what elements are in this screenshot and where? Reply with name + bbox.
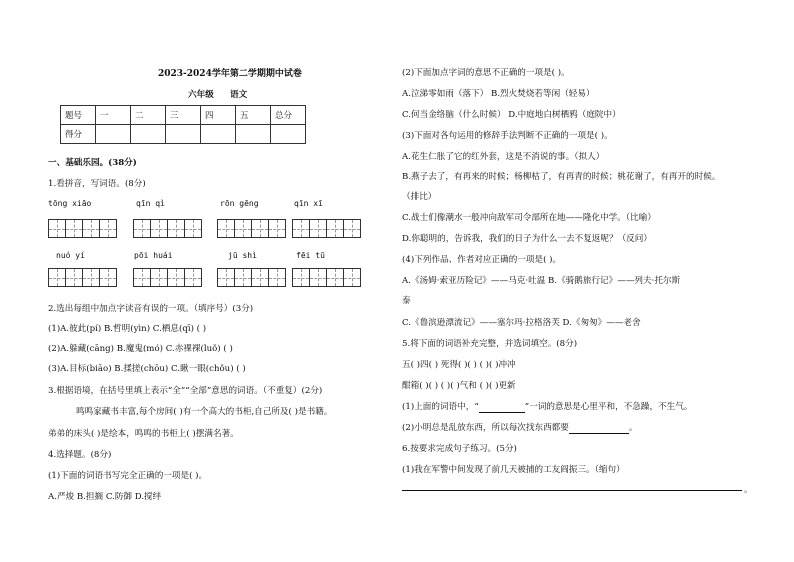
question-4-4-option: A.《汤姆·索亚历险记》——马克·吐温 B.《骑鹅旅行记》——列夫·托尔斯 <box>402 276 681 286</box>
exam-title: 2023-2024学年第二学期期中试卷 <box>158 69 302 79</box>
question-5-2 <box>402 421 637 434</box>
question-3: 3.根据语境，在括号里填上表示“全”“全部”意思的词语。（不重复）(2分) <box>48 386 323 396</box>
question-6-1: (1)我在军警中间发现了前几天被捕的工友阎振三。（缩句） <box>402 465 625 475</box>
question-4: 4.选择题。(8分) <box>48 450 112 460</box>
pinyin-label: pōi huái <box>134 251 173 260</box>
pinyin-label: qīn xī <box>294 199 323 208</box>
pinyin-label: nuó yí <box>56 251 85 260</box>
question-2-row: (2)A.躲藏(cāng) B.魔鬼(mó) C.赤裸裸(luǒ) ( ) <box>48 344 233 354</box>
subject-label: 语文 <box>230 90 248 100</box>
question-2-row: (3)A.目标(biāo) B.揉搓(chōu) C.瞅一眼(chǒu) ( ) <box>48 364 246 374</box>
answer-line-period: 。 <box>744 485 753 495</box>
question-4-4-option: 泰 <box>402 296 411 306</box>
writing-grid[interactable] <box>292 219 360 238</box>
writing-grid[interactable] <box>48 219 116 238</box>
writing-grid[interactable] <box>292 268 360 287</box>
question-5-1-prefix: (1)上面的词语中，“ <box>402 402 479 412</box>
question-1: 1.看拼音，写词语。(8分) <box>48 179 146 189</box>
question-5: 5.将下面的词语补充完整，并选词填空。(8分) <box>402 339 578 349</box>
question-4-3-option: （排比） <box>402 192 437 202</box>
answer-line[interactable] <box>402 490 742 491</box>
score-cell[interactable] <box>96 125 131 144</box>
writing-grid[interactable] <box>48 268 116 287</box>
question-5-words: 五( )四( ) 死得( )( ) ( )( )冲冲 <box>402 360 516 370</box>
pinyin-label: qīn qì <box>136 199 165 208</box>
question-2-row: (1)A.彼此(pí) B.哲明(yìn) C.栖息(qī) ( ) <box>48 324 207 334</box>
score-cell[interactable] <box>201 125 236 144</box>
pinyin-label: rōn gēng <box>220 199 259 208</box>
score-header-cell: 五 <box>236 106 271 125</box>
question-4-4: (4)下列作品、作者对应正确的一项是( )。 <box>402 255 562 265</box>
answer-blank[interactable] <box>479 402 525 413</box>
writing-grid[interactable] <box>217 268 285 287</box>
score-cell[interactable] <box>166 125 201 144</box>
answer-blank[interactable] <box>569 423 629 434</box>
question-4-1: (1)下面的词语书写完全正确的一项是( )。 <box>48 471 208 481</box>
grade-label: 六年级 <box>188 90 214 100</box>
question-4-2: (2)下面加点字词的意思不正确的一项是( )。 <box>402 68 570 78</box>
score-cell[interactable] <box>131 125 166 144</box>
score-header-cell: 三 <box>166 106 201 125</box>
score-row-label: 得分 <box>61 125 96 144</box>
question-4-3-option: D.你聪明的，告诉我，我们的日子为什么一去不复返呢？（反问） <box>402 234 652 244</box>
question-3-text: 鸣鸣家藏书丰富,每个房间( )有一个高大的书柜,自己所及( )是书籍。 <box>76 407 333 417</box>
score-header-cell: 四 <box>201 106 236 125</box>
question-4-3: (3)下面对各句运用的修辞手法判断不正确的一项是( )。 <box>402 131 613 141</box>
question-4-2-options: C.何当金络脑（什么时候） D.中庭地白树栖鸦（庭院中） <box>402 110 621 120</box>
question-5-1 <box>402 400 692 413</box>
score-table <box>60 105 306 144</box>
section-1-heading: 一、基础乐园。(38分) <box>48 158 137 168</box>
writing-grid[interactable] <box>133 268 201 287</box>
question-6: 6.按要求完成句子练习。(5分) <box>402 444 517 454</box>
question-4-3-option: A.花生仁胀了它的红外套，这是不消说的事。（拟人） <box>402 152 605 162</box>
question-4-3-option: B.燕子去了，有再来的时候；杨柳枯了，有再青的时候；桃花谢了，有再开的时候。 <box>402 172 721 182</box>
question-5-1-suffix: ”一词的意思是心里平和，不急躁，不生气。 <box>524 402 693 412</box>
question-4-2-options: A.泣涕零如雨（落下） B.烈火焚烧若等闲（轻易） <box>402 89 595 99</box>
writing-grid[interactable] <box>217 219 285 238</box>
question-5-words: 酣箱( )( ) ( )( )气和 ( )( )更新 <box>402 381 516 391</box>
score-cell[interactable] <box>271 125 306 144</box>
question-4-4-option: C.《鲁滨逊漂流记》——塞尔玛·拉格洛芙 D.《匆匆》——老舍 <box>402 318 641 328</box>
question-4-3-option: C.战士们像潮水一般冲向敌军司令部所在地——隆化中学。（比喻） <box>402 213 656 223</box>
question-4-1-options: A.严焌 B.担搁 C.防御 D.搅绊 <box>48 492 162 502</box>
writing-grid[interactable] <box>133 219 201 238</box>
question-5-2-suffix: 。 <box>628 423 638 433</box>
score-header-cell: 一 <box>96 106 131 125</box>
question-5-2-prefix: (2)小明总是乱放东西，所以每次找东西都要 <box>402 423 569 433</box>
score-header-cell: 总分 <box>271 106 306 125</box>
question-2: 2.选出每组中加点字读音有误的一项。（填序号）(3分) <box>48 304 254 314</box>
question-3-text: 弟弟的床头( )是绘本，鸣鸣的书柜上( )摆满名著。 <box>48 429 239 439</box>
pinyin-label: jū shì <box>228 251 257 260</box>
score-cell[interactable] <box>236 125 271 144</box>
score-header-cell: 二 <box>131 106 166 125</box>
score-header-cell: 题号 <box>61 106 96 125</box>
pinyin-label: tōng xiāo <box>48 199 92 208</box>
pinyin-label: fēi tū <box>296 251 325 260</box>
